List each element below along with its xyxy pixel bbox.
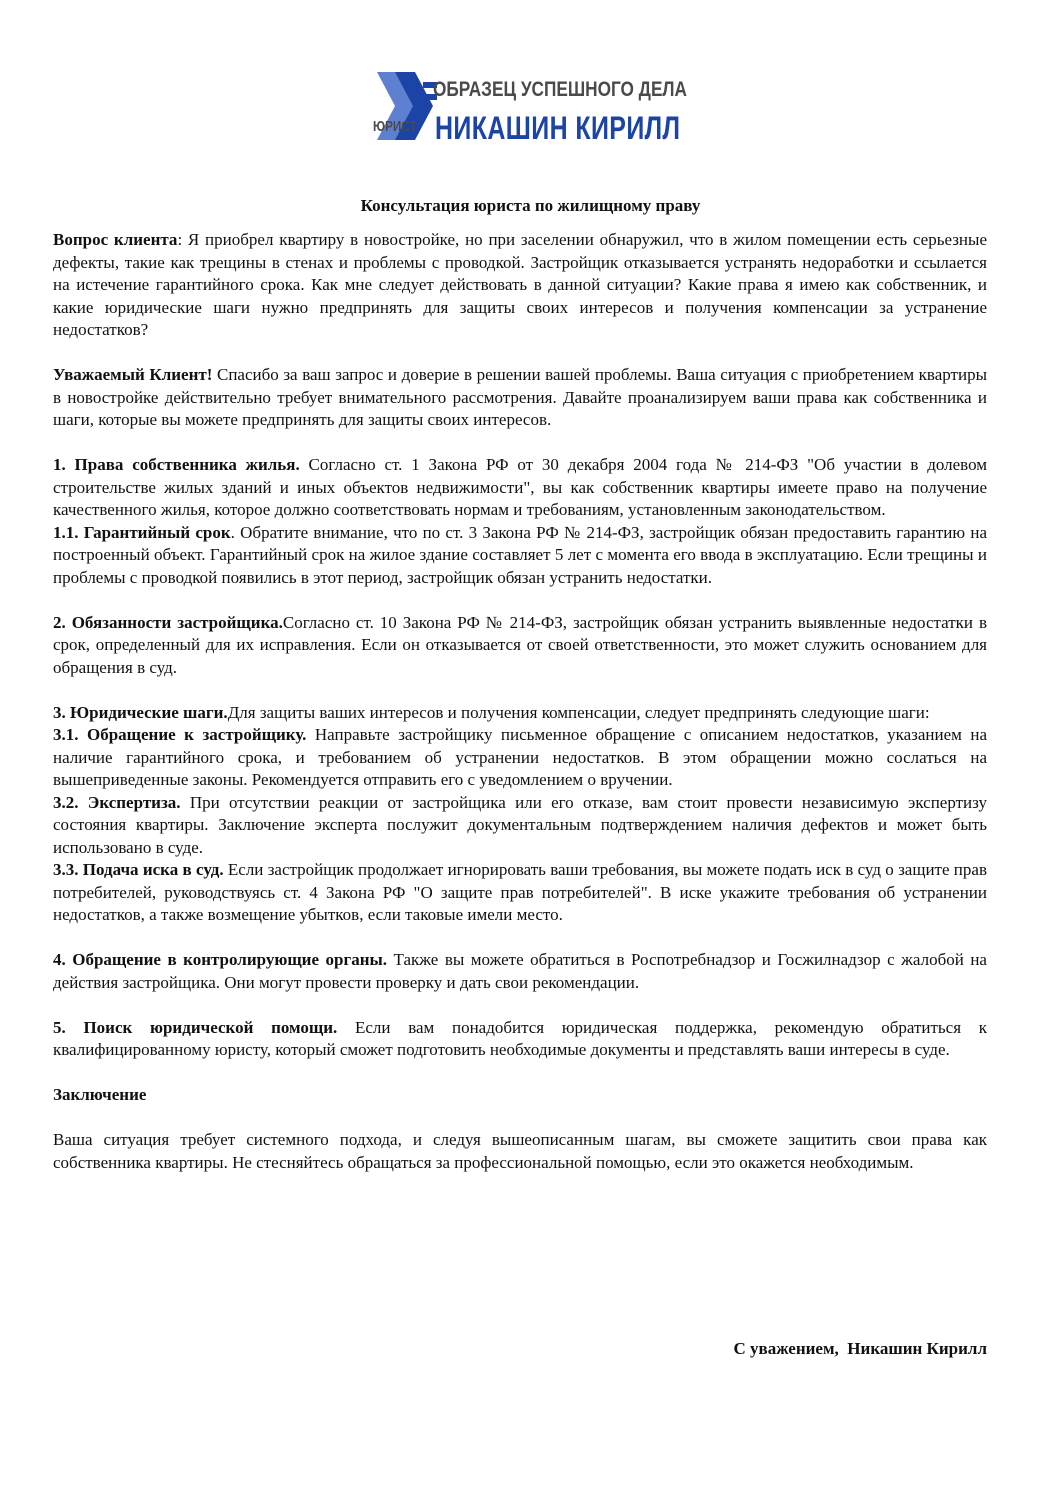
section-3-3-text: Если застройщик продолжает игнорировать ваши требования, вы можете подать иск в суд о защите прав потребителей, руководствуясь ст. 4 Закона РФ "О защите прав потребителей". В иске укажите требования об устранении недостатков, а также возмещение убытков, если таковые имели место.	[53, 860, 987, 924]
question-label: Вопрос клиента	[53, 230, 178, 249]
section-1-1	[53, 522, 987, 590]
section-4-label: 4. Обращение в контролирующие органы.	[53, 950, 388, 969]
section-1-text: Согласно ст. 1 Закона РФ от 30 декабря 2004 года № 214-ФЗ "Об участии в долевом строительстве жилых зданий и иных объектов недвижимости", вы как собственник квартиры имеете право на получение качественного жилья, которое должно соответствовать нормам и требованиям, установленным законодательством.	[53, 455, 988, 519]
signature: С уважением, Никашин Кирилл	[733, 1339, 987, 1358]
greeting-label: Уважаемый Клиент!	[53, 365, 213, 384]
section-2	[53, 612, 987, 680]
section-5	[53, 1017, 987, 1062]
section-3-text: Для защиты ваших интересов и получения компенсации, следует предпринять следующие шаги:	[227, 702, 930, 722]
section-2-text: Согласно ст. 10 Закона РФ № 214-ФЗ, застройщик обязан устранить выявленные недостатки в срок, определенный для их исправления. Если он отказывается от своей ответственности, это может служить основанием для обращения в суд.	[53, 612, 987, 677]
conclusion-heading	[53, 1084, 987, 1107]
greeting-text: Спасибо за ваш запрос и доверие в решении вашей проблемы. Ваша ситуация с приобретением квартиры в новостройке действительно требует внимательного рассмотрения. Давайте проанализируем ваши права как собственника и шаги, которые вы можете предпринять для защиты своих интересов.	[53, 365, 988, 429]
section-3-2-label: 3.2. Экспертиза.	[53, 792, 181, 812]
logo-tagline: ОБРАЗЕЦ УСПЕШНОГО ДЕЛА	[433, 78, 687, 101]
section-4	[53, 949, 987, 994]
section-1	[53, 454, 987, 522]
company-logo	[371, 68, 687, 146]
section-5-label: 5. Поиск юридической помощи.	[53, 1017, 338, 1037]
section-4-text: Также вы можете обратиться в Роспотребнадзор и Госжилнадзор с жалобой на действия застройщика. Они могут провести проверку и дать свои рекомендации.	[53, 950, 987, 992]
section-3-1-label: 3.1. Обращение к застройщику.	[53, 725, 307, 744]
section-3-3	[53, 859, 987, 927]
section-5-text: Если вам понадобится юридическая поддержка, рекомендую обратиться к квалифицированному юристу, который сможет подготовить необходимые документы и представлять ваши интересы в суде.	[53, 1017, 988, 1059]
section-3-label: 3. Юридические шаги.	[53, 702, 228, 722]
conclusion-heading-text: Заключение	[53, 1085, 147, 1104]
section-1-1-label: 1.1. Гарантийный срок	[53, 522, 231, 542]
section-3-2-text: При отсутствии реакции от застройщика или его отказе, вам стоит провести независимую экспертизу состояния квартиры. Заключение эксперта послужит документальным подтверждением наличия дефектов и может быть использовано в суде.	[53, 792, 987, 857]
conclusion-text: Ваша ситуация требует системного подхода, и следуя вышеописанным шагам, вы сможете защитить свои права как собственника квартиры. Не стесняйтесь обращаться за профессиональной помощью, если это окажется необходимым.	[53, 1130, 987, 1172]
client-question	[53, 229, 987, 342]
section-3-3-label: 3.3. Подача иска в суд.	[53, 860, 224, 879]
logo-name: НИКАШИН КИРИЛЛ	[435, 110, 681, 146]
section-3-2	[53, 792, 987, 860]
section-3	[53, 702, 987, 725]
logo-prefix: ЮРИСТ	[373, 118, 417, 135]
section-1-1-text: . Обратите внимание, что по ст. 3 Закона РФ № 214-ФЗ, застройщик обязан предоставить гарантию на построенный объект. Гарантийный срок на жилое здание составляет 5 лет с момента его ввода в эксплуатацию. Если трещины и проблемы с проводкой появились в этот период, застройщик обязан устранить недостатки.	[53, 522, 987, 587]
greeting-paragraph	[53, 364, 987, 432]
document-body	[53, 229, 987, 1174]
section-3-1	[53, 724, 987, 792]
section-1-label: 1. Права собственника жилья.	[53, 455, 300, 474]
section-3-1-text: Направьте застройщику письменное обращение с описанием недостатков, указанием на наличие гарантийного срока, и требованием об устранении недостатков. В этом обращении можно сослаться на вышеприведенные законы. Рекомендуется отправить его с уведомлением о вручении.	[53, 725, 987, 789]
section-2-label: 2. Обязанности застройщика.	[53, 612, 283, 632]
document-title: Консультация юриста по жилищному праву	[360, 196, 701, 215]
question-text: : Я приобрел квартиру в новостройке, но при заселении обнаружил, что в жилом помещении есть серьезные дефекты, такие как трещины в стенах и проблемы с проводкой. Застройщик отказывается устранять недоработки и ссылается на истечение гарантийного срока. Как мне следует действовать в данной ситуации? Какие права я имею как собственник, и какие юридические шаги нужно предпринять для защиты своих интересов и получения компенсации за устранение недостатков?	[53, 230, 987, 339]
